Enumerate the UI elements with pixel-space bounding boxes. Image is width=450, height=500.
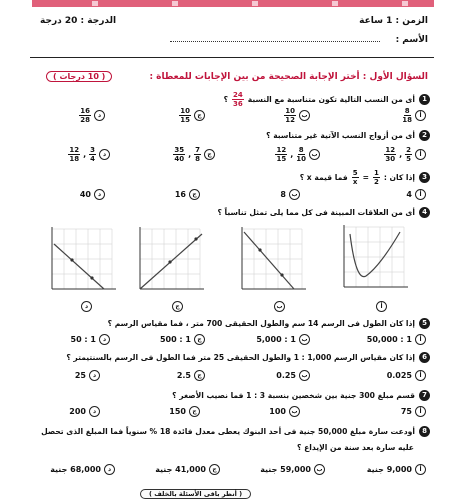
question-text: أى من النسب التالية تكون متناسبة مع النسبة — [247, 95, 415, 104]
top-color-bar — [32, 0, 434, 7]
option-6c[interactable]: ج 2.5 — [177, 370, 205, 381]
option-2a[interactable]: أ $\frac{2}{5}$ , $\frac{12}{30}$ — [384, 146, 426, 163]
option-1a[interactable]: أ $\frac{8}{18}$ — [402, 107, 426, 124]
option-3c[interactable]: ج 16 — [175, 189, 200, 200]
footer-note: ( أنظر باقى الأسئلة بالخلف ) — [140, 489, 251, 499]
time-label: الزمن : 1 ساعة — [359, 16, 428, 26]
question-text: إذا كان الطول فى الرسم 14 سم والطول الحقيقى 700 متر ، فما مقياس الرسم ؟ — [107, 319, 415, 328]
option-1b[interactable]: ب $\frac{10}{12}$ — [284, 107, 310, 124]
option-4c[interactable]: ج — [172, 301, 183, 312]
question-text: أودعت سارة مبلغ 50,000 جنية فى أحد البنوك يعطى معدل فائدة 18 % سنوياً فما المبلغ الذى تحصل — [41, 427, 415, 436]
grade-label: الدرجة : 20 درجة — [40, 16, 117, 26]
option-6b[interactable]: ب 0.25 — [276, 370, 310, 381]
question-8-line2: عليه سارة بعد سنة من الإيداع ؟ — [297, 443, 414, 452]
option-8b[interactable]: ب 59,000 جنية — [260, 464, 325, 475]
question-number: 4 — [419, 207, 430, 218]
option-8c[interactable]: ج 41,000 جنية — [155, 464, 220, 475]
name-field[interactable] — [170, 41, 380, 42]
question-number: 5 — [419, 318, 430, 329]
section-title: السؤال الأول : أختر الإجابة الصحيحة من بين الإجابات للمعطاة : — [149, 72, 428, 82]
header-divider — [30, 57, 434, 58]
question-number: 8 — [419, 426, 430, 437]
question-1: 1 أى من النسب التالية تكون متناسبة مع النسبة $\frac{24}{36}$ ؟ — [224, 91, 430, 108]
name-label: الأسم : — [395, 35, 428, 45]
option-8a[interactable]: أ 9,000 جنية — [367, 464, 426, 475]
option-3a[interactable]: أ 4 — [406, 189, 426, 200]
option-6d[interactable]: د 25 — [75, 370, 100, 381]
option-2b[interactable]: ب $\frac{8}{10}$ , $\frac{12}{15}$ — [275, 146, 320, 163]
question-5 — [108, 318, 430, 329]
question-ratio: $\frac{24}{36}$ — [233, 91, 243, 108]
graph-a — [334, 222, 414, 297]
question-3: 3 إذا كان : $\frac{1}{2}$ = $\frac{5}{x}$ فما قيمة x ؟ — [300, 169, 430, 186]
option-4b[interactable]: ب — [274, 301, 285, 312]
option-8d[interactable]: د 68,000 جنية — [50, 464, 115, 475]
option-3d[interactable]: د 40 — [80, 189, 105, 200]
option-4d[interactable]: د — [81, 301, 92, 312]
question-text: أى من العلاقات المبينة فى كل مما يلى تمثل تناسباً ؟ — [217, 208, 415, 217]
option-5b[interactable]: ب 1 : 5,000 — [256, 334, 310, 345]
question-text: أى من أزواج النسب الآتية غير متناسبة ؟ — [266, 131, 415, 140]
question-number: 2 — [419, 130, 430, 141]
question-number: 7 — [419, 390, 430, 401]
question-number: 6 — [419, 352, 430, 363]
question-text: قسم مبلغ 300 جنية بين شخصين بنسبة 3 : 1 فما نصيب الأصغر ؟ — [172, 391, 415, 400]
question-8 — [41, 426, 430, 437]
question-2 — [266, 130, 430, 141]
graph-c — [130, 224, 210, 299]
option-1d[interactable]: د $\frac{16}{28}$ — [79, 107, 105, 124]
option-2c[interactable]: ج $\frac{7}{8}$ , $\frac{35}{40}$ — [173, 146, 215, 163]
question-6 — [66, 352, 430, 363]
option-7c[interactable]: ج 150 — [169, 406, 200, 417]
option-2d[interactable]: د $\frac{3}{4}$ , $\frac{12}{18}$ — [68, 146, 110, 163]
option-3b[interactable]: ب 8 — [280, 189, 300, 200]
question-number: 1 — [419, 94, 430, 105]
option-5c[interactable]: ج 1 : 500 — [160, 334, 205, 345]
option-7a[interactable]: أ 75 — [401, 406, 426, 417]
question-7 — [172, 390, 430, 401]
graph-b — [232, 224, 312, 299]
option-6a[interactable]: أ 0.025 — [387, 370, 426, 381]
option-5d[interactable]: د 1 : 50 — [71, 334, 111, 345]
option-4a[interactable]: أ — [376, 301, 387, 312]
option-1c[interactable]: ج $\frac{10}{15}$ — [179, 107, 205, 124]
option-7b[interactable]: ب 100 — [269, 406, 300, 417]
question-number: 3 — [419, 172, 430, 183]
section-marks-badge: ( 10 درجات ) — [46, 71, 112, 82]
option-7d[interactable]: د 200 — [69, 406, 100, 417]
question-4 — [217, 207, 430, 218]
question-text: إذا كان مقياس الرسم 1,000 : 1 والطول الحقيقى 25 متر فما الطول فى الرسم بالسنتيمتر ؟ — [66, 353, 415, 362]
option-5a[interactable]: أ 1 : 50,000 — [367, 334, 426, 345]
graph-d — [42, 224, 122, 299]
